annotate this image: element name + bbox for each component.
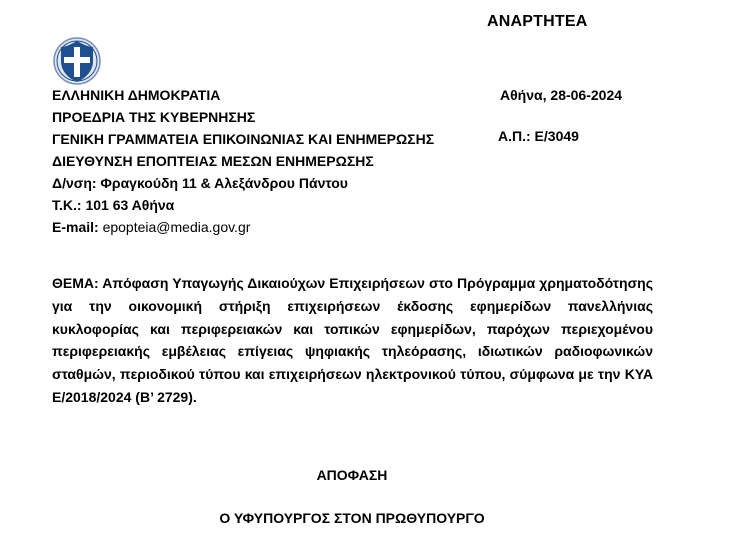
- document-date: Αθήνα, 28-06-2024: [500, 87, 623, 103]
- signer-title: Ο ΥΦΥΠΟΥΡΓΟΣ ΣΤΟΝ ΠΡΩΘΥΠΟΥΡΓΟ: [219, 510, 485, 526]
- header-presidency: ΠΡΟΕΔΡΙΑ ΤΗΣ ΚΥΒΕΡΝΗΣΗΣ: [52, 109, 256, 125]
- emblem-svg: [53, 37, 101, 85]
- header-republic: ΕΛΛΗΝΙΚΗ ΔΗΜΟΚΡΑΤΙΑ: [52, 87, 221, 103]
- header-email-line: [52, 216, 434, 238]
- email-label: E-mail:: [52, 219, 99, 235]
- decision-heading: ΑΠΟΦΑΣΗ: [316, 467, 388, 483]
- header-address: Δ/νση: Φραγκούδη 11 & Αλεξάνδρου Πάντου: [52, 175, 348, 191]
- document-subject: ΘΕΜΑ: Απόφαση Υπαγωγής Δικαιούχων Επιχειρήσεων στο Πρόγραμμα χρηματοδότησης για την οικονομική στήριξη επιχειρήσεων έκδοσης εφημερίδων πανελλήνιας κυκλοφορίας και περιφερειακών και τοπικών εφημερίδων, παρόχων περιεχομένου περιφερειακής εμβέλειας επίγειας ψηφιακής τηλεόρασης, ιδιωτικών ραδιοφωνικών σταθμών, περιοδικού τύπου και επιχειρήσεων ηλεκτρονικού τύπου, σύμφωνα με την ΚΥΑ Ε/2018/2024 (Β’ 2729).: [52, 275, 653, 405]
- email-address: epopteia@media.gov.gr: [102, 219, 251, 235]
- header-postal-code: Τ.Κ.: 101 63 Αθήνα: [52, 197, 175, 213]
- protocol-number: Α.Π.: Ε/3049: [498, 128, 579, 144]
- header-directorate: ΔΙΕΥΘΥΝΣΗ ΕΠΟΠΤΕΙΑΣ ΜΕΣΩΝ ΕΝΗΜΕΡΩΣΗΣ: [52, 153, 374, 169]
- issuer-header: [52, 84, 434, 238]
- header-general-secretariat: ΓΕΝΙΚΗ ΓΡΑΜΜΑΤΕΙΑ ΕΠΙΚΟΙΝΩΝΙΑΣ ΚΑΙ ΕΝΗΜΕΡΩΣΗΣ: [52, 131, 435, 147]
- greek-coat-of-arms-icon: [53, 37, 101, 85]
- posting-stamp: ΑΝΑΡΤΗΤΕΑ: [487, 13, 588, 30]
